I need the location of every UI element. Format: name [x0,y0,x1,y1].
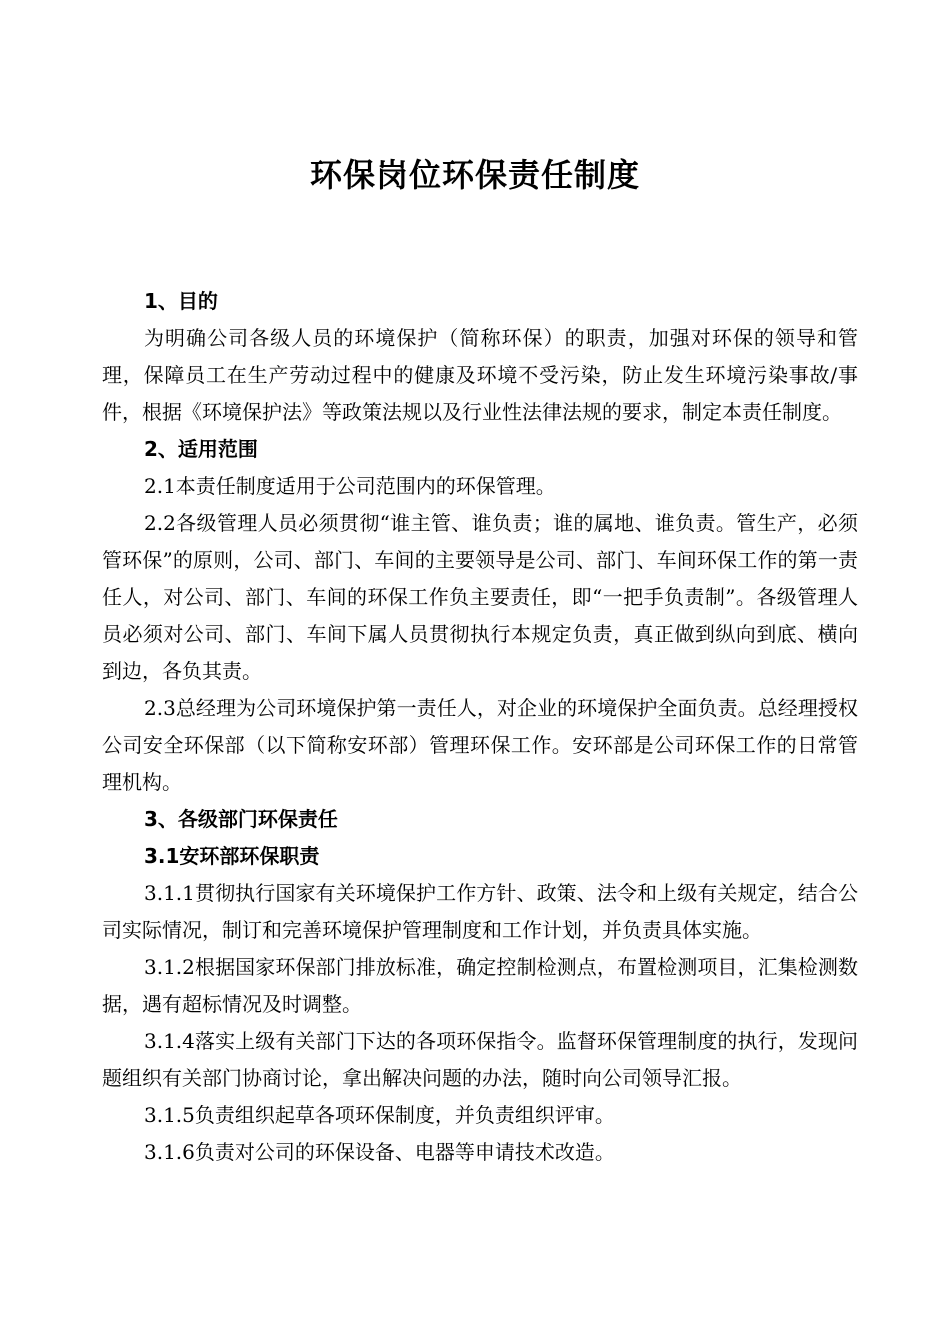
section-heading-purpose: 1、目的 [144,289,218,313]
paragraph-3-1-1: 3.1.1贯彻执行国家有关环境保护工作方针、政策、法令和上级有关规定，结合公司实际情况，制订和完善环境保护管理制度和工作计划，并负责具体实施。 [102,881,858,942]
subsection-heading-3-1: 3.1安环部环保职责 [144,844,320,868]
section-heading-scope: 2、适用范围 [144,437,258,461]
paragraph-purpose: 为明确公司各级人员的环境保护（简称环保）的职责，加强对环保的领导和管理，保障员工在生产劳动过程中的健康及环境不受污染，防止发生环境污染事故/事件，根据《环境保护法》等政策法规以及行业性法律法规的要求，制定本责任制度。 [102,326,858,424]
paragraph-3-1-5: 3.1.5负责组织起草各项环保制度，并负责组织评审。 [144,1103,615,1127]
paragraph-scope-2-1: 2.1本责任制度适用于公司范围内的环保管理。 [144,474,556,498]
paragraph-scope-2-3: 2.3总经理为公司环境保护第一责任人，对企业的环境保护全面负责。总经理授权公司安全环保部（以下简称安环部）管理环保工作。安环部是公司环保工作的日常管理机构。 [102,696,858,794]
paragraph-3-1-2: 3.1.2根据国家环保部门排放标准，确定控制检测点，布置检测项目，汇集检测数据，遇有超标情况及时调整。 [102,955,858,1016]
paragraph-3-1-4: 3.1.4落实上级有关部门下达的各项环保指令。监督环保管理制度的执行，发现问题组织有关部门协商讨论，拿出解决问题的办法，随时向公司领导汇报。 [102,1029,858,1090]
document-body [102,283,858,1171]
paragraph-scope-2-2: 2.2各级管理人员必须贯彻“谁主管、谁负责；谁的属地、谁负责。管生产，必须管环保”的原则，公司、部门、车间的主要领导是公司、部门、车间环保工作的第一责任人，对公司、部门、车间的环保工作负主要责任，即“一把手负责制”。各级管理人员必须对公司、部门、车间下属人员贯彻执行本规定负责，真正做到纵向到底、横向到边，各负其责。 [102,511,858,683]
section-heading-responsibilities: 3、各级部门环保责任 [144,807,338,831]
document-title: 环保岗位环保责任制度 [309,156,640,194]
paragraph-3-1-6: 3.1.6负责对公司的环保设备、电器等申请技术改造。 [144,1140,615,1164]
